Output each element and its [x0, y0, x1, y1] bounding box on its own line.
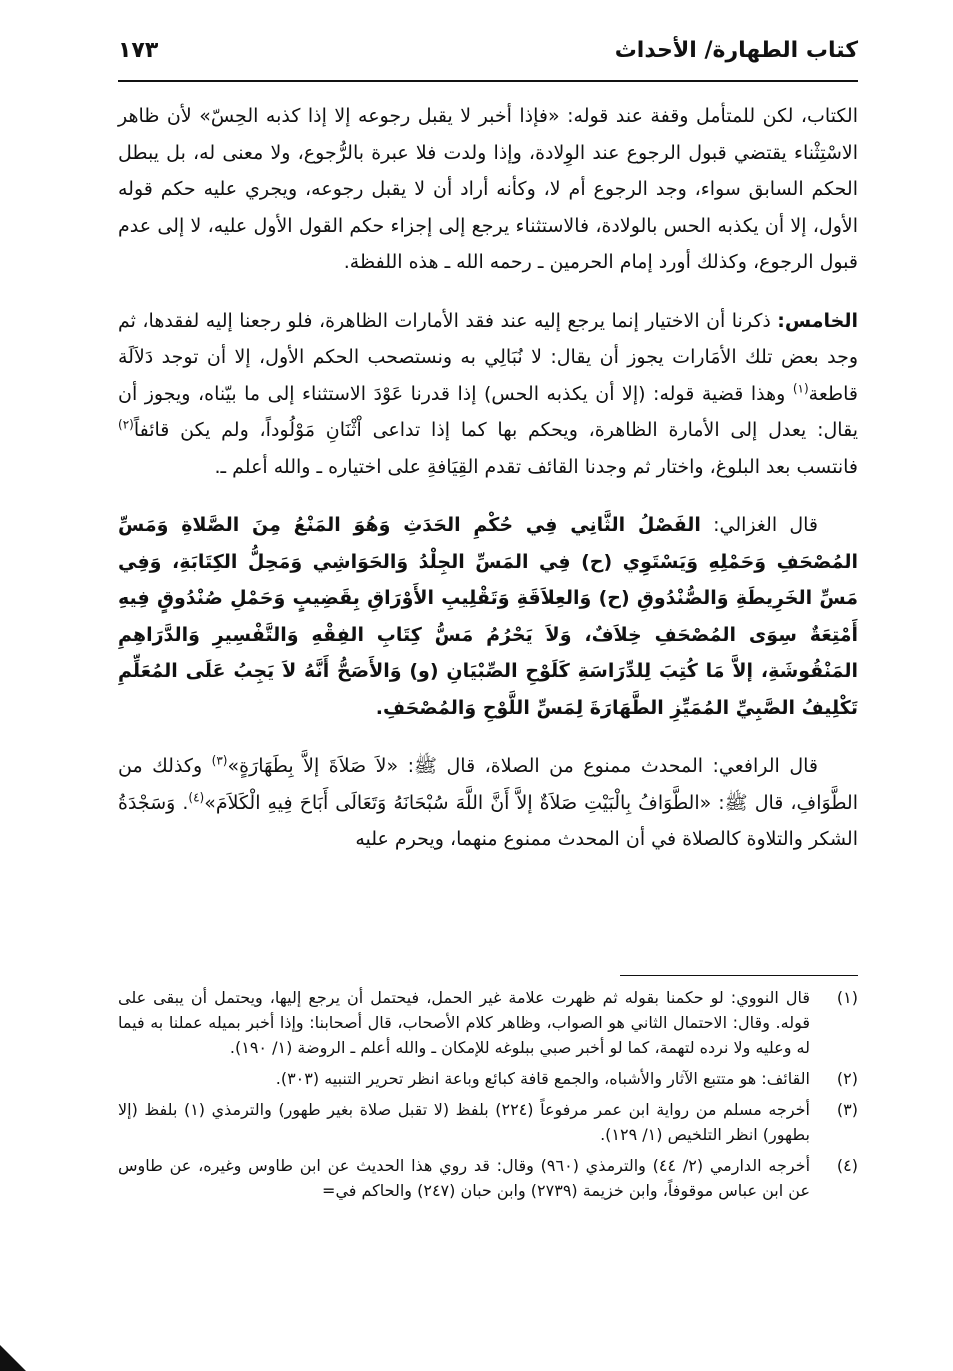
footnote-number: (٣) — [836, 1100, 858, 1119]
page-number: ١٧٣ — [118, 38, 159, 63]
main-text — [118, 98, 858, 858]
paragraph-3 — [118, 507, 858, 726]
section-lead: الخامس: — [777, 309, 858, 332]
footnote-text: قال النووي: لو حكمنا بقوله ثم ظهرت علامة غير الحمل، فيحتمل أن يرجع إليها، ويحتمل أن يبقى على قوله. وقال: الاحتمال الثاني هو الصواب، وظاهر كلام الأصحاب، قال أصحابنا: وإذا أخبر بميله عملنا به فيما له وعليه ولا نرده لتهمة، كما لو أخبر صبي ببلوغه للإمكان ـ والله أعلم ـ الروضة (١/ ١٩٠). — [118, 988, 810, 1057]
paragraph-4-text-c: . وَسَجْدَةُ الشكر والتلاوة كالصلاة في أن المحدث ممنوع منهما، ويحرم عليه — [118, 791, 858, 850]
footnote-number: (٤) — [836, 1156, 858, 1175]
footnote-ref-1: (١) — [792, 381, 809, 396]
footnote — [118, 985, 858, 1060]
footnote-number: (٢) — [836, 1069, 858, 1088]
scan-corner-mark — [0, 1345, 26, 1371]
footnote-text: أخرجه مسلم من رواية ابن عمر مرفوعاً (٢٢٤) بلفظ (لا تقبل صلاة بغير طهور) والترمذي (١) بلفظ (إلا بطهور) انظر التلخيص (١/ ١٢٩). — [118, 1100, 810, 1144]
footnote — [118, 1066, 858, 1091]
ghazali-matn: الفَصْلُ الثَّانِي فِي حُكْمِ الحَدَثِ وَهُوَ المَنْعُ مِنَ الصَّلاةِ وَمَسِّ المُصْحَفِ وَحَمْلِهِ وَيَسْتَوِي (ح) فِي المَسِّ الجِلْدُ وَالحَوَاشِي وَمَحِلُّ الكِتَابَةِ، وَفِي مَسِّ الخَرِيطَةِ وَالصُّنْدُوقِ (ح) وَالعِلاَقَةِ وَتَقْلِيبِ الأَوْرَاقِ بِقَضِيبٍ وَحَمْلِ صُنْدُوقٍ فِيهِ أَمْتِعَةٌ سِوَى المُصْحَفِ خِلاَفٌ، وَلاَ يَحْرُمُ مَسُّ كِتَابِ الفِقْهِ وَالتَّفْسِيرِ وَالدَّرَاهِمِ المَنْقُوشَةِ، إلاَّ مَا كُتِبَ لِلدِّرَاسَةِ كَلَوْحِ الصِّبْيَانِ (و) وَالأَصَحُّ أَنَّهُ لاَ يَجِبُ عَلَى المُعَلِّمِ تَكْلِيفُ الصَّبِيِّ المُمَيِّزِ الطَّهَارَةَ لِمَسِّ اللَّوْحِ وَالمُصْحَفِ. — [118, 514, 858, 719]
footnote-ref-3: (٣) — [211, 753, 228, 768]
running-header — [118, 38, 858, 78]
footnote-text: أخرجه الدارمي (٢/ ٤٤) والترمذي (٩٦٠) وقال: قد روي هذا الحديث عن ابن طاوس وغيره، عن طاوس عن ابن عباس موقوفاً، وابن خزيمة (٢٧٣٩) وابن حبان (٢٤٧) والحاكم في= — [118, 1156, 811, 1200]
paragraph-2-text-c: فانتسب بعد البلوغ، واختار ثم وجدنا القائف تقدم القِيَافةِ على اختياره ـ والله أعلم ـ. — [214, 455, 858, 478]
ghazali-intro: قال الغزالي: — [700, 514, 819, 536]
footnotes — [118, 985, 858, 1209]
footnote-divider — [620, 975, 858, 976]
paragraph-2-text-a: ذكرنا أن الاختيار إنما يرجع إليه عند فقد الأمارات الظاهرة، فلو رجعنا إليه لفقدها، ثم وجد بعض تلك الأمَارات يجوز أن يقال: لا نُبَالِي به ونستصحب الحكم الأول، إلا أن توجد دَلاَلَة قاطعة — [118, 309, 858, 405]
footnote-text: القائف: هو متتبع الآثار والأشباه، والجمع قافة كبائع وباعة انظر تحرير التنبيه (٣٠٣). — [275, 1069, 810, 1088]
paragraph-4-text-b: وكذلك من الطَّوَافِ، قال ﷺ: «الطَّوَافُ بِالْبَيْتِ صَلاَةٌ إلاَّ أَنَّ اللَّهَ سُبْحَانَهُ وَتَعَالَى أَبَاحَ فِيهِ الْكَلاَمَ» — [118, 755, 858, 814]
paragraph-4 — [118, 748, 858, 858]
paragraph-1 — [118, 98, 858, 281]
paragraph-2 — [118, 303, 858, 486]
footnote — [118, 1153, 858, 1203]
paragraph-2-text-b: وهذا قضية قوله: (إلا أن يكذبه الحس) إذا قدرنا عَوْدَ الاستثناء إلى ما بيّناه، ويجوز أن يقال: يعدل إلى الأمارة الظاهرة، ويحكم بها كما إذا تداعى اْثْنَانِ مَوْلُوداً، ولم يكن قائفاً — [118, 382, 858, 441]
paragraph-1-text: الكتاب، لكن للمتأمل وقفة عند قوله: «فإذا أخبر لا يقبل رجوعه إلا إذا كذبه الحِسّ» لأن ظاهر الاسْتِثْناء يقتضي قبول الرجوع عند الوِلادة، وإذا ولدت فلا عبرة بالرُّجوع، ولا معنى له، بل يبطل الحكم السابق سواء، وجد الرجوع أم لا، وكأنه أراد أن لا يقبل رجوعه، ويجري عليه حكم قوله الأول، إلا أن يكذبه الحس بالولادة، فالاستثناء يرجع إلى إجزاء حكم القول الأول عليه، لا إلى عدم قبول الرجوع، وكذلك أورد إمام الحرمين ـ رحمه الله ـ هذه اللفظة. — [118, 105, 858, 273]
footnote-ref-2: (٢) — [118, 417, 134, 432]
paragraph-4-text-a: قال الرافعي: المحدث ممنوع من الصلاة، قال ﷺ: «لاَ صَلاَةَ إلاَّ بِطَهَارَةٍ» — [227, 755, 818, 777]
chapter-title: كتاب الطهارة/ الأحداث — [614, 38, 858, 63]
footnote — [118, 1097, 858, 1147]
footnote-number: (١) — [836, 988, 858, 1007]
header-divider — [118, 80, 858, 82]
footnote-ref-4: (٤) — [188, 790, 205, 805]
